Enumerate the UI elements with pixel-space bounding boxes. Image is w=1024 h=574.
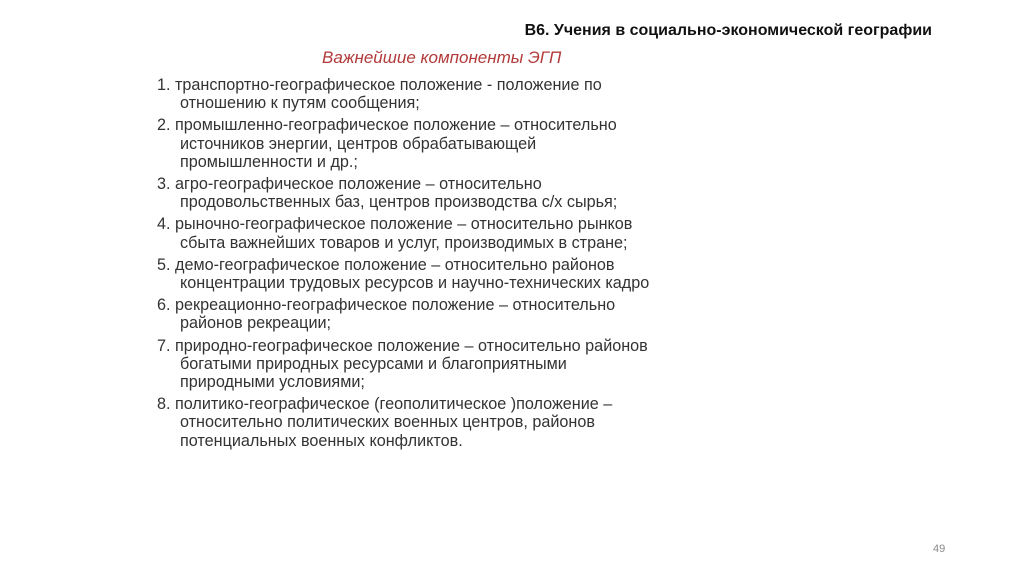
list-item-line: 3. агро-географическое положение – относительно	[157, 175, 542, 194]
list-item	[157, 337, 757, 392]
list-item-line: потенциальных военных конфликтов.	[180, 431, 463, 450]
list-item-line: продовольственных баз, центров производства с/х сырья;	[180, 193, 618, 212]
list-item-line: 6. рекреационно-географическое положение – относительно	[157, 296, 616, 315]
list-item-line: 7. природно-географическое положение – относительно районов	[157, 336, 648, 355]
list-item-line: 4. рыночно-географическое положение – относительно рынков	[157, 215, 633, 234]
components-list	[157, 76, 757, 454]
list-item-line: 2. промышленно-географическое положение – относительно	[157, 116, 617, 135]
list-item-line: природными условиями;	[180, 373, 365, 392]
list-item	[157, 256, 757, 292]
list-item-line: относительно политических военных центров, районов	[180, 413, 595, 432]
slide-title: В6. Учения в социально-экономической географии	[524, 22, 932, 39]
list-item	[157, 215, 757, 251]
list-item	[157, 395, 757, 450]
list-item-line: 8. политико-географическое (геополитическое )положение –	[157, 395, 613, 414]
list-item-line: промышленности и др.;	[180, 152, 358, 171]
section-heading: Важнейшие компоненты ЭГП	[322, 48, 562, 67]
list-item-line: 1. транспортно-географическое положение - положение по	[157, 76, 602, 94]
list-item-line: отношению к путям сообщения;	[180, 94, 420, 113]
list-item-line: богатыми природных ресурсами и благоприятными	[180, 354, 567, 373]
list-item	[157, 76, 757, 112]
list-item	[157, 116, 757, 171]
page-number: 49	[933, 543, 946, 555]
list-item-line: сбыта важнейших товаров и услуг, производимых в стране;	[180, 233, 628, 252]
list-item	[157, 175, 757, 211]
list-item-line: районов рекреации;	[180, 314, 332, 333]
list-item-line: концентрации трудовых ресурсов и научно-технических кадро	[180, 274, 650, 293]
list-item	[157, 296, 757, 332]
list-item-line: 5. демо-географическое положение – относительно районов	[157, 255, 615, 274]
list-item-line: источников энергии, центров обрабатывающей	[180, 134, 537, 153]
